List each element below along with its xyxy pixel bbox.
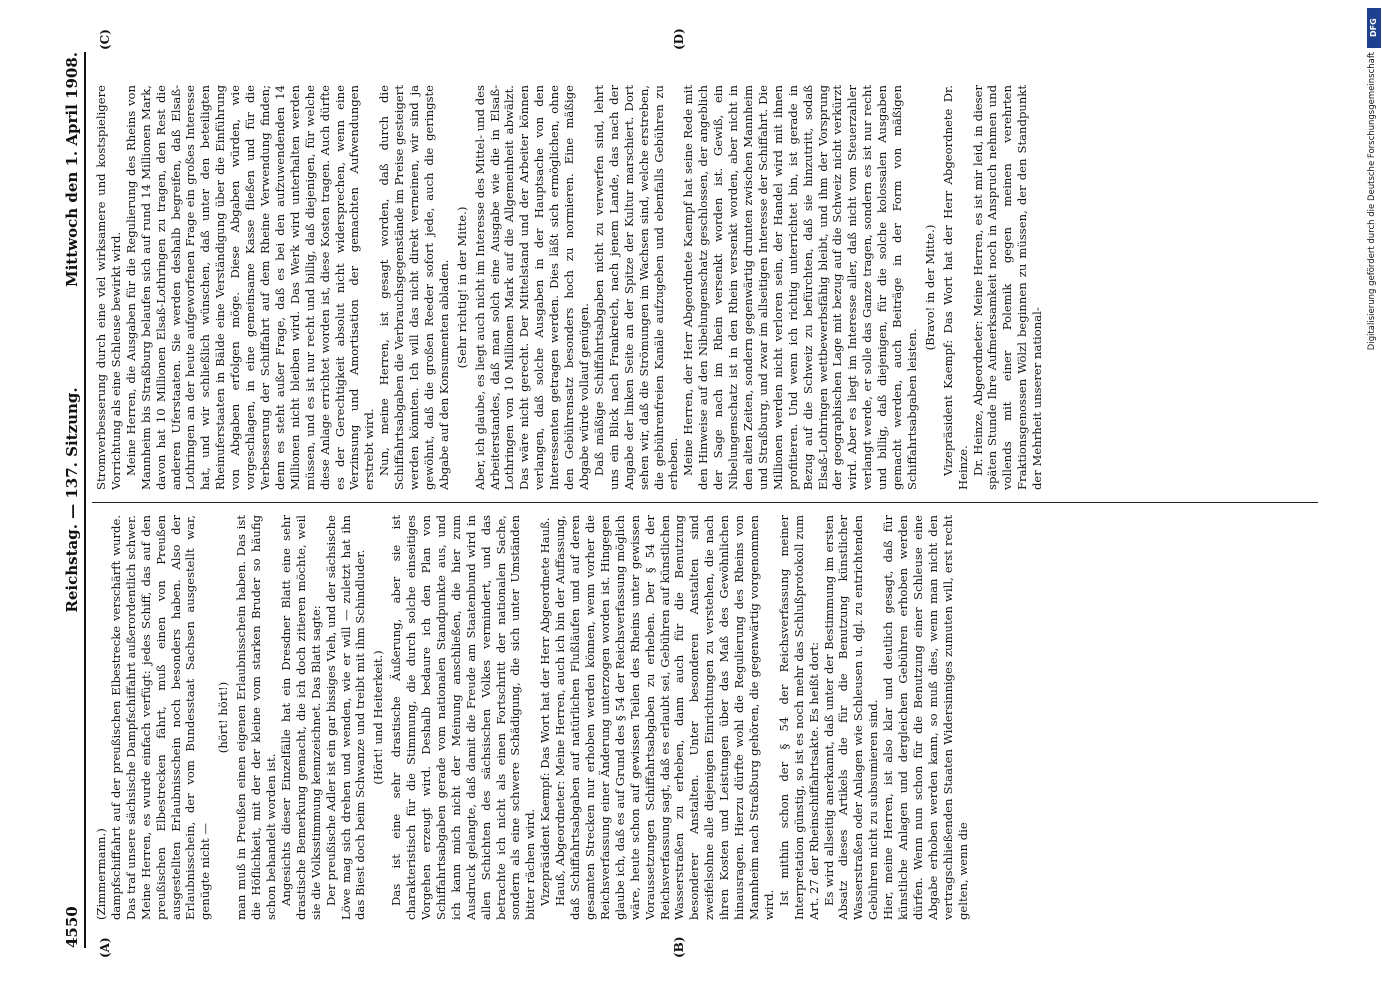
left-column-paragraph: Hier, meine Herren, ist also klar und deutlich gesagt, daß für künstliche Anlagen und dergleichen Gebühren erhoben werden dürfen. Wenn nun schon für die Benutzung einer Schleuse eine Abgabe erhoben werden kann, so muß dies, wenn man nicht den vertragschließenden Staaten Widersinniges zumuten will, erst recht gelten, wenn die [880, 515, 970, 920]
left-column-paragraph: Vizepräsident Kaempf: Das Wort hat der Herr Abgeordnete Hauß. [537, 517, 552, 906]
right-column-paragraph: Vizepräsident Kaempf: Das Wort hat der Herr Abgeordnete Dr. Heinze. [940, 85, 970, 490]
document-page [32, 20, 1352, 980]
right-column-paragraph: Stromverbesserung durch eine viel wirksamere und kostspieligere Vorrichtung als eine Schleuse bewirkt wird. [93, 85, 123, 490]
left-column-paragraph: (hört! hört!) [215, 681, 230, 754]
left-column-paragraph: Hauß, Abgeordneter: Meine Herren, auch ich bin der Auffassung, daß Schiffahrtsabgaben auf natürlichen Flußläufen und auf deren gesamten Strecken nur erhoben werden können, wenn vorher die Reichsverfassung einer Änderung unterzogen worden ist. Hingegen glaube ich, daß es auf Grund des § 54 der Reichsverfassung möglich wäre, heute schon auf gewissen Teilen des Rheins unter gewissen Voraussetzungen Schiffahrtsabgaben zu erheben. Der § 54 der Reichsverfassung sagt, daß es erlaubt sei, Gebühren auf künstlichen Wasserstraßen zu erheben, dann auch für die Benutzung besonderer Anstalten. Unter besonderen Anstalten sind zweifelsohne alle diejenigen Einrichtungen zu verstehen, die nach ihren Kosten und Leistungen über das Maß des Gewöhnlichen hinausragen. Hierzu dürfte wohl die Regulierung des Rheins von Mannheim nach Straßburg gehören, die gegenwärtig vorgenommen wird. [552, 515, 776, 920]
left-column-paragraph: dampfschiffahrt auf der preußischen Elbestrecke verschärft wurde. Das traf unsere sächsische Dampfschiffahrt außerordentlich schwer. Meine Herren, es wurde einfach verfügt: jedes Schiff, das auf den preußischen Elbestrecken fährt, muß einen von Preußen ausgestellten Erlaubnisschein noch besonders haben. Also der Erlaubnisschein, der vom Bundesstaat Sachsen ausgestellt war, genügte nicht — [108, 515, 212, 920]
session-title: Reichstag. — 137. Sitzung. [62, 387, 81, 613]
margin-marker-a: (A) [97, 937, 112, 958]
margin-marker-d: (D) [671, 28, 686, 50]
left-column-paragraph: man muß in Preußen einen eigenen Erlaubnisschein haben. Das ist die Höflichkeit, mit der der kleine vom starken Bruder so häufig schon behandelt worden ist. [233, 515, 278, 920]
left-column-paragraph: Es wird allseitig anerkannt, daß unter der Bestimmung im ersten Absatz dieses Artikels die für die Benutzung künstlicher Wasserstraßen oder Anlagen wie Schleusen u. dgl. zu entrichtenden Gebühren nicht zu subsumieren sind. [821, 515, 880, 920]
margin-marker-c: (C) [97, 29, 112, 50]
margin-marker-b: (B) [671, 936, 686, 958]
column-divider [92, 502, 1318, 503]
session-date: Mittwoch den 1. April 1908. [62, 52, 81, 287]
dfg-attribution-text: Digitalisierung gefördert durch die Deutsche Forschungsgemeinschaft [1367, 52, 1377, 351]
left-column [94, 515, 1318, 920]
left-column-paragraph: Angesichts dieser Einzelfälle hat ein Dresdner Blatt eine sehr drastische Bemerkung gemacht, die ich doch zitieren möchte, weil sie die Volksstimmung kennzeichnet. Das Blatt sagte: [278, 515, 323, 920]
left-column-paragraph: Das ist eine sehr drastische Äußerung, aber sie ist charakteristisch für die Stimmung, die durch solche einseitiges Vorgehen erzeugt wird. Deshalb bedaure ich den Plan von Schiffahrtsabgaben gerade vom nationalen Standpunkte aus, und ich kann mich nicht der Meinung anschließen, die hier zum Ausdruck gelangte, daß damit die Freude am Staatenbund wird in allen Schichten des sächsischen Volkes vermindert, und das betrachte ich nicht als einen Fortschritt der nationalen Sache, sondern als eine schwere Schädigung, die sich unter Umständen bitter rächen wird. [388, 515, 537, 920]
right-column-paragraph: Nun, meine Herren, ist gesagt worden, daß durch die Schiffahrtsabgaben die Verbrauchsgegenstände im Preise gesteigert werden könnten. Ich will das nicht direkt verneinen, wir sind ja gewöhnt, daß die großen Reeder sofort jede, auch die geringste Abgabe auf den Konsumenten abladen. [376, 85, 451, 490]
right-column-paragraph: (Bravo! in der Mitte.) [922, 224, 937, 351]
right-column-paragraph: (Sehr richtig! in der Mitte.) [454, 206, 469, 369]
right-column-paragraph: Meine Herren, der Herr Abgeordnete Kaempf hat seine Rede mit den Hinweise auf den Nibelungenschatz geschlossen, der angeblich der Sage nach im Rhein versenkt worden ist. Gewiß, ein Nibelungenschatz ist in den Rhein versenkt worden, aber nicht in den alten Zeiten, sondern gegenwärtig drunten zwischen Mannheim und Straßburg, und zwar im allseitigen Interesse der Schiffahrt. Die Millionen werden nicht verloren sein, der Handel wird mit ihnen profitieren. Und wenn ich richtig unterrichtet bin, ist gerade in Bezug auf die Schweiz zu befürchten, daß sie hinzutritt, sodaß Elsaß-Lothringen wettbewerbsfähig bleibt, und ihm der Vorsprung der geographischen Lage mit bezug auf die Schweiz nicht verkürzt wird. Aber es liegt im Interesse aller, daß nicht vom Steuerzahler verlangt werde, er solle das Ganze tragen, sondern es ist nur recht und billig, daß diejenigen, für die solche kolossalen Ausgaben gemacht werden, auch Beiträge in der Form von mäßigen Schiffahrtsabgaben leisten. [680, 85, 919, 490]
page-number: 4550 [62, 906, 81, 948]
left-column-paragraph: Der preußische Adler ist ein gar bissiges Vieh, und der sächsische Löwe mag sich drehen und wenden, wie er will — zuletzt hat ihn das Biest doch beim Schwanze und treibt mit ihm Schindluder. [323, 515, 367, 920]
dfg-attribution [1367, 8, 1381, 351]
right-column-paragraph: Meine Herren, die Ausgaben für die Regulierung des Rheins von Mannheim bis Straßburg belaufen sich auf rund 14 Millionen Mark, davon hat 10 Millionen Elsaß-Lothringen zu tragen, den Rest die anderen Uferstaaten. Sie werden deshalb begreifen, daß Elsaß-Lothringen an der heute aufgeworfenen Frage ein großes Interesse hat, und wir schließlich wünschen, daß unter den beteiligten Rheinuferstaaten in Bälde eine Verständigung über die Einführung von Abgaben erfolgen möge. Diese Abgaben würden, wie vorgeschlagen, in eine gemeinsame Kasse fließen und für die Verbesserung der Schiffahrt auf dem Rheine Verwendung finden; denn es steht außer Frage, daß es bei den aufzuwendenden 14 Millionen nicht bleiben wird. Das Werk wird unterhalten werden müssen, und es ist nur recht und billig, daß diejenigen, für welche diese Anlage errichtet worden ist, diese Kosten tragen. Auch dürfte es der Gerechtigkeit absolut nicht widersprechen, wenn eine Verzinsung und Amortisation der gemachten Aufwendungen erstrebt wird. [123, 85, 376, 490]
right-column-paragraph: Daß mäßige Schiffahrtsabgaben nicht zu verwerfen sind, lehrt uns ein Blick nach Frankreich, nach jenem Lande, das nach der Angabe der linken Seite an der Spitze der Kultur marschiert. Dort sehen wir, daß die Strömungen im Wachsen sind, welche erstreben, die gebührenfreien Kanäle aufzugeben und ebenfalls Gebühren zu erheben. [591, 85, 680, 490]
left-column-paragraph: (Zimmermann.) [93, 828, 108, 920]
right-column [94, 85, 1318, 490]
running-head [58, 52, 86, 948]
right-column-paragraph: Dr. Heinze, Abgeordneter: Meine Herren, es ist mir leid, in dieser späten Stunde Ihre Aufmerksamkeit noch in Anspruch nehmen und vollends mit einer Polemik gegen meinen verehrten Fraktionsgenossen Wölzl beginnen zu müssen, der den Standpunkt der Mehrheit unserer national- [970, 85, 1044, 490]
right-column-paragraph: Aber, ich glaube, es liegt auch nicht im Interesse des Mittel- und des Arbeiterstandes, daß man solch eine Ausgabe wie die in Elsaß-Lothringen von 10 Millionen Mark auf die Allgemeinheit abwälzt. Das wäre nicht gerecht. Der Mittelstand und der Arbeiter können verlangen, daß solche Ausgaben in der Hauptsache von den Interessenten getragen werden. Dies läßt sich ermöglichen, ohne den Gebührensatz besonders hoch zu normieren. Eine mäßige Abgabe würde vollauf genügen. [472, 85, 591, 490]
dfg-logo: DFG [1367, 8, 1381, 48]
left-column-paragraph: Ist mithin schon der § 54 der Reichsverfassung meiner Interpretation günstig, so ist es noch mehr das Schlußprotokoll zum Art. 27 der Rheinschiffahrtsakte. Es heißt dort: [776, 515, 821, 920]
left-column-paragraph: (Hört! und Heiterkeit.) [370, 650, 385, 785]
